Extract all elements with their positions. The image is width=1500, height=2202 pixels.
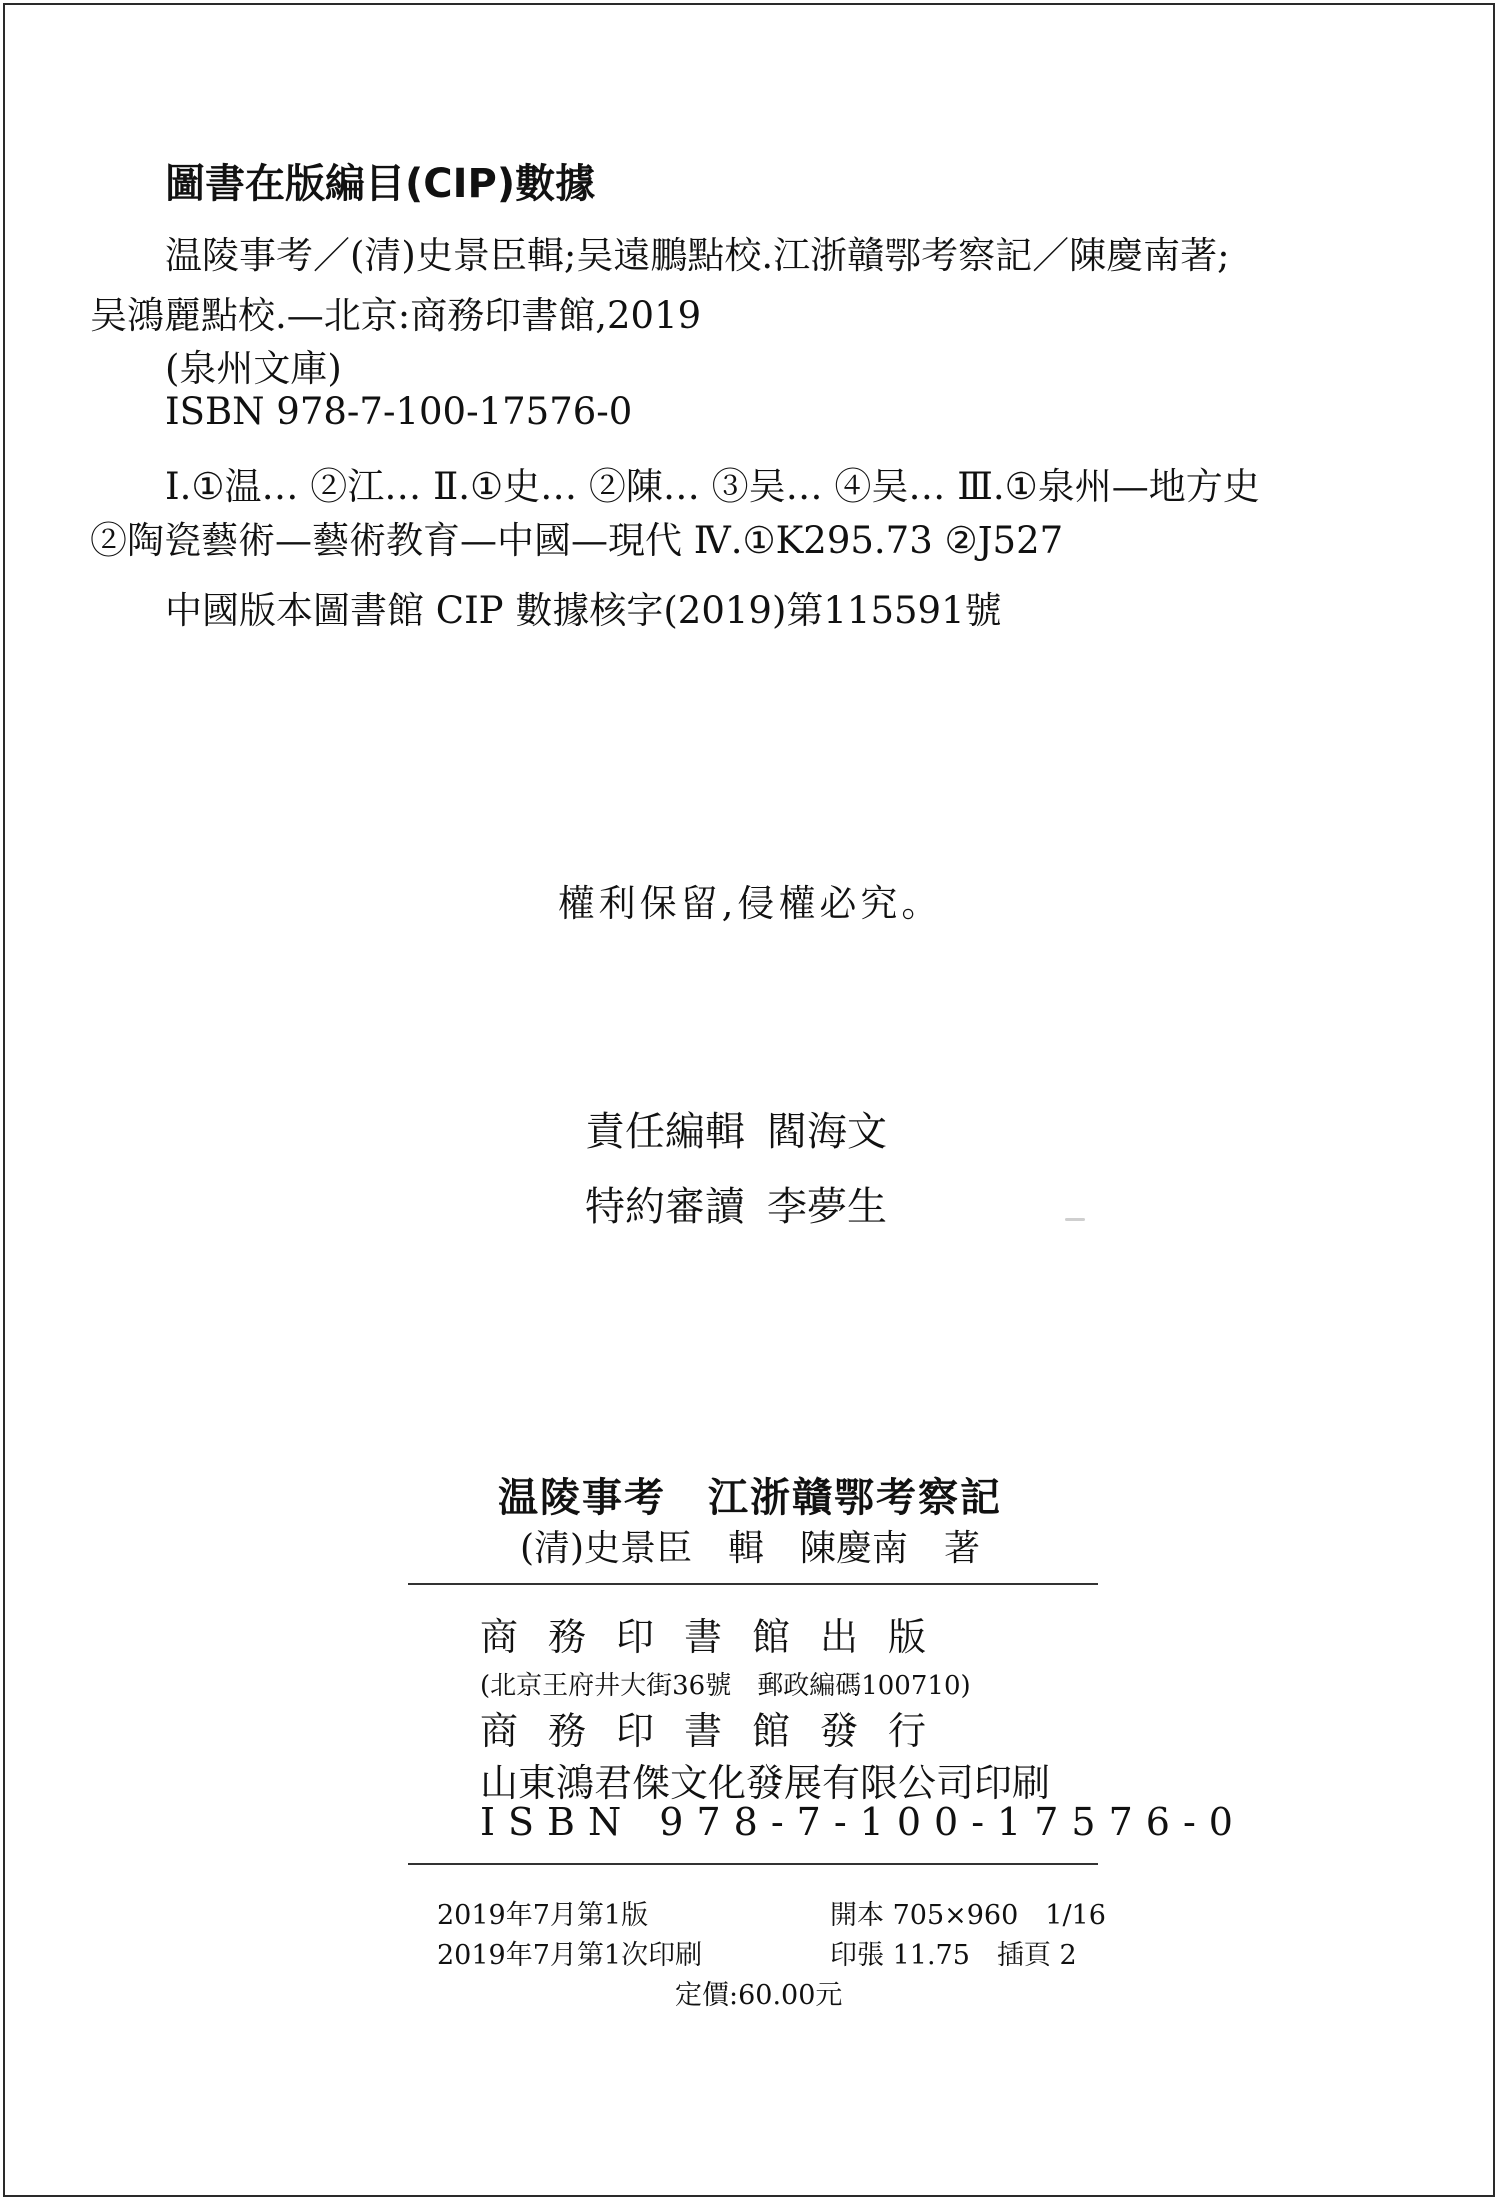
sheets-info: 印張 11.75 插頁 2 <box>830 1940 1077 1971</box>
cip-isbn: ISBN 978-7-100-17576-0 <box>165 390 633 433</box>
edition-info: 2019年7月第1版 <box>437 1900 649 1931</box>
reviewer-role: 特約審讀 <box>585 1184 745 1230</box>
printing-info: 2019年7月第1次印刷 <box>437 1940 703 1971</box>
colophon-publisher: 商務印書館出版 <box>480 1615 957 1659</box>
colophon-address: (北京王府井大街36號 郵政編碼100710) <box>480 1671 971 1701</box>
colophon-distributor: 商務印書館發行 <box>480 1709 957 1753</box>
format-info: 開本 705×960 1/16 <box>830 1900 1106 1931</box>
colophon-rule-bottom <box>408 1863 1098 1865</box>
reviewer-name: 李夢生 <box>767 1184 887 1230</box>
cip-data-number: 中國版本圖書館 CIP 數據核字(2019)第115591號 <box>165 589 1002 632</box>
cip-heading: 圖書在版編目(CIP)數據 <box>165 161 596 207</box>
colophon-printer: 山東鴻君傑文化發展有限公司印刷 <box>480 1761 1051 1805</box>
price: 定價:60.00元 <box>675 1980 843 2011</box>
cip-classification-2: ②陶瓷藝術—藝術教育—中國—現代 Ⅳ.①K295.73 ②J527 <box>90 519 1064 562</box>
editor-line <box>585 1100 887 1157</box>
editor-name: 閻海文 <box>767 1109 887 1155</box>
cip-title-line: 温陵事考／(清)史景臣輯;吴遠鵬點校.江浙贛鄂考察記／陳慶南著; <box>165 234 1230 277</box>
scan-mark <box>1065 1218 1085 1221</box>
cip-series: (泉州文庫) <box>165 347 342 390</box>
colophon-title: 温陵事考 江浙贛鄂考察記 <box>498 1475 1002 1521</box>
editor-role: 責任編輯 <box>585 1109 745 1155</box>
cip-publisher-line: 吴鴻麗點校.—北京:商務印書館,2019 <box>90 294 702 337</box>
colophon-authors: (清)史景臣 輯 陳慶南 著 <box>519 1528 981 1569</box>
reviewer-line <box>585 1175 887 1232</box>
rights-notice: 權利保留,侵權必究。 <box>557 882 943 925</box>
cip-classification-1: Ⅰ.①温… ②江… Ⅱ.①史… ②陳… ③吴… ④吴… Ⅲ.①泉州—地方史 <box>165 465 1260 508</box>
colophon-rule-top <box>408 1583 1098 1585</box>
colophon-isbn: ISBN 978-7-100-17576-0 <box>480 1800 1246 1844</box>
